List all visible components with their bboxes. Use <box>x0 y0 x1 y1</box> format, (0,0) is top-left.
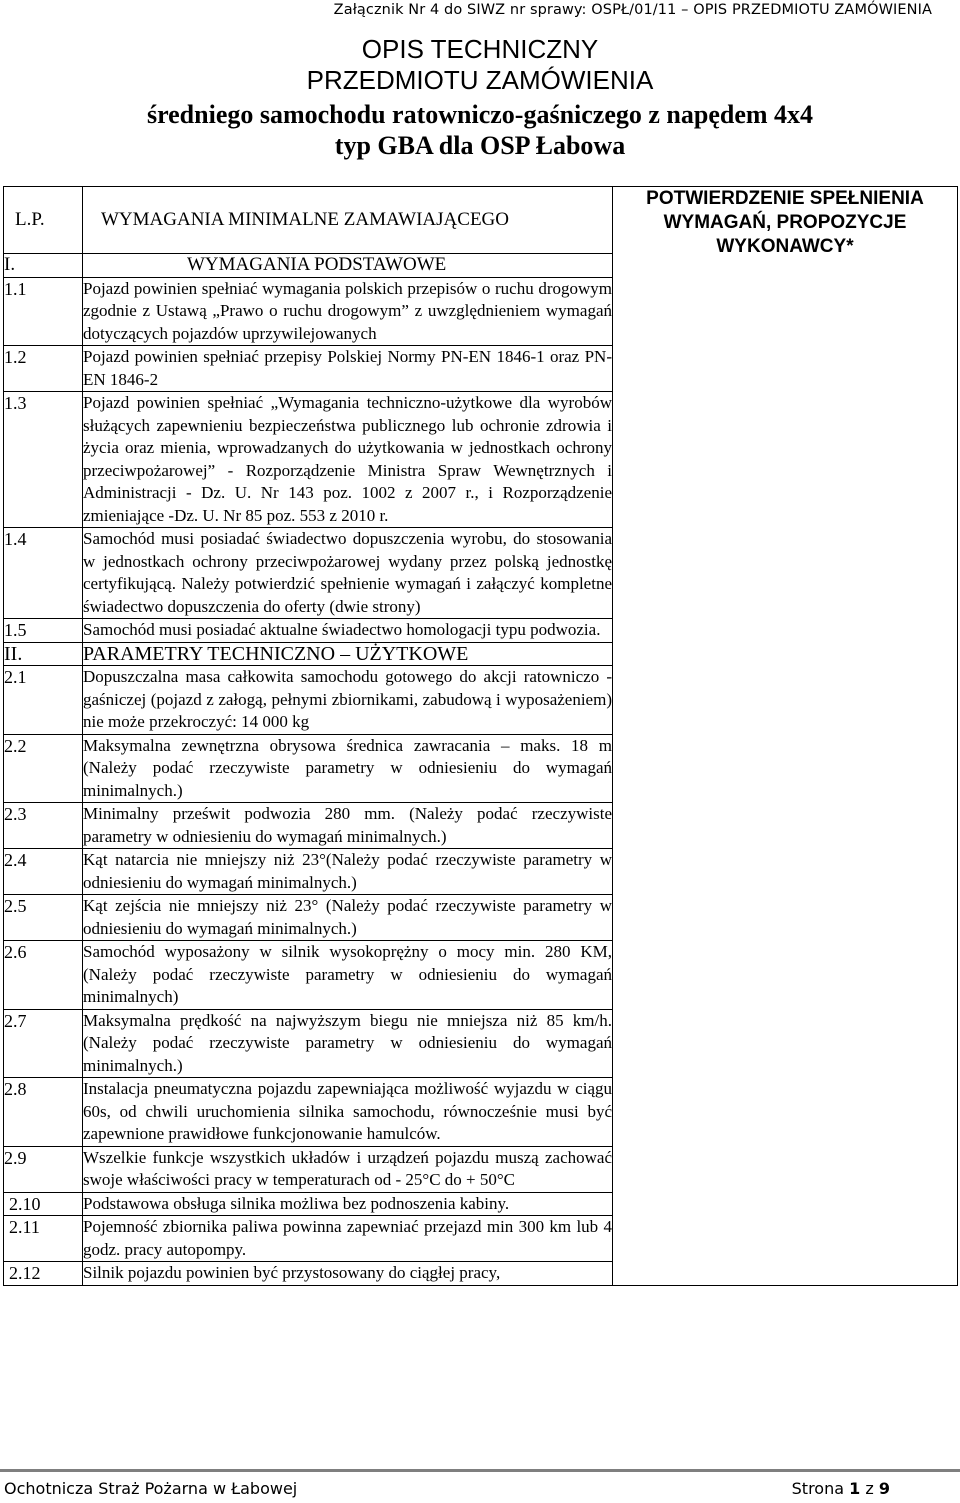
subtitle-line-2: typ GBA dla OSP Łabowa <box>334 131 626 160</box>
row-text: Dopuszczalna masa całkowita samochodu gotowego do akcji ratowniczo -gaśniczej (pojazd z załogą, pełnymi zbiornikami, zabudową i wyposażeniem) nie może przekroczyć: 14 000 kg <box>83 666 613 735</box>
header-lp: L.P. <box>4 187 83 254</box>
current-page: 1 <box>849 1479 861 1498</box>
row-text: Minimalny prześwit podwozia 280 mm. (Należy podać rzeczywiste parametry w odniesieniu do wymagań minimalnych.) <box>83 803 613 849</box>
row-text: Maksymalna zewnętrzna obrysowa średnica zawracania – maks. 18 m (Należy podać rzeczywiste parametry w odniesieniu do wymagań minimalnych.) <box>83 734 613 803</box>
row-number: 2.8 <box>4 1078 83 1147</box>
row-number: 2.1 <box>4 666 83 735</box>
row-number: 1.1 <box>4 277 83 346</box>
document-header: Załącznik Nr 4 do SIWZ nr sprawy: OSPŁ/01/11 – OPIS PRZEDMIOTU ZAMÓWIENIA <box>333 2 932 18</box>
total-pages: 9 <box>878 1479 890 1498</box>
row-number: 2.11 <box>4 1216 83 1262</box>
section-number: I. <box>4 254 83 278</box>
row-text: Silnik pojazdu powinien być przystosowany do ciągłej pracy, <box>83 1262 613 1286</box>
table-header-row <box>4 187 958 254</box>
row-number: 2.3 <box>4 803 83 849</box>
confirmation-label: POTWIERDZENIE SPEŁNIENIA WYMAGAŃ, PROPOZYCJE WYKONAWCY* <box>646 188 924 257</box>
document-title <box>0 34 960 96</box>
row-number: 2.12 <box>4 1262 83 1286</box>
row-text: Kąt zejścia nie mniejszy niż 23° (Należy podać rzeczywiste parametry w odniesieniu do wymagań minimalnych.) <box>83 895 613 941</box>
footer-organization: Ochotnicza Straż Pożarna w Łabowej <box>4 1479 298 1498</box>
page-label: Strona <box>791 1479 845 1498</box>
row-number: 1.4 <box>4 528 83 619</box>
row-number: 2.6 <box>4 941 83 1010</box>
document-subtitle <box>0 99 960 161</box>
row-number: 2.9 <box>4 1146 83 1192</box>
header-confirmation <box>613 187 958 1286</box>
title-line-1: OPIS TECHNICZNY <box>361 34 599 64</box>
row-text: Maksymalna prędkość na najwyższym biegu nie mniejsza niż 85 km/h. (Należy podać rzeczywiste parametry w odniesieniu do wymagań minimalnych.) <box>83 1009 613 1078</box>
row-text: Wszelkie funkcje wszystkich układów i urządzeń pojazdu muszą zachować swoje właściwości pracy w temperaturach od - 25°C do + 50°C <box>83 1146 613 1192</box>
row-text: Samochód musi posiadać aktualne świadectwo homologacji typu podwozia. <box>83 619 613 643</box>
section-title: WYMAGANIA PODSTAWOWE <box>83 254 613 278</box>
footer-divider <box>0 1469 960 1472</box>
row-text: Pojazd powinien spełniać przepisy Polskiej Normy PN-EN 1846-1 oraz PN-EN 1846-2 <box>83 346 613 392</box>
row-text: Kąt natarcia nie mniejszy niż 23°(Należy podać rzeczywiste parametry w odniesieniu do wymagań minimalnych.) <box>83 849 613 895</box>
title-line-2: PRZEDMIOTU ZAMÓWIENIA <box>306 65 654 95</box>
row-text: Samochód wyposażony w silnik wysokoprężny o mocy min. 280 KM, (Należy podać rzeczywiste parametry w odniesieniu do wymagań minimalnych) <box>83 941 613 1010</box>
row-number: 2.4 <box>4 849 83 895</box>
row-number: 2.10 <box>4 1192 83 1216</box>
row-text: Samochód musi posiadać świadectwo dopuszczenia wyrobu, do stosowania w jednostkach ochrony przeciwpożarowej wydany przez polską jednostkę certyfikującą. Należy potwierdzić spełnienie wymagań i załączyć kompletne świadectwo dopuszczenia do oferty (dwie strony) <box>83 528 613 619</box>
footer-page-number <box>792 1479 890 1498</box>
row-text: Pojazd powinien spełniać „Wymagania techniczno-użytkowe dla wyrobów służących zapewnieniu bezpieczeństwa publicznego lub ochronie zdrowia i życia oraz mienia, wprowadzanych do użytkowania w jednostkach ochrony przeciwpożarowej” - Rozporządzenie Ministra Spraw Wewnętrznych i Administracji - Dz. U. Nr 143 poz. 1002 z 2007 r., i Rozporządzenie zmieniające -Dz. U. Nr 85 poz. 553 z 2010 r. <box>83 392 613 528</box>
section-number: II. <box>4 642 83 666</box>
row-number: 1.5 <box>4 619 83 643</box>
row-number: 2.5 <box>4 895 83 941</box>
requirements-table <box>3 186 958 1286</box>
header-requirements: WYMAGANIA MINIMALNE ZAMAWIAJĄCEGO <box>83 187 613 254</box>
row-number: 1.3 <box>4 392 83 528</box>
row-text: Instalacja pneumatyczna pojazdu zapewniająca możliwość wyjazdu w ciągu 60s, od chwili uruchomienia silnika samochodu, równocześnie musi być zapewnione prawidłowe funkcjonowanie hamulców. <box>83 1078 613 1147</box>
row-text: Podstawowa obsługa silnika możliwa bez podnoszenia kabiny. <box>83 1192 613 1216</box>
row-number: 1.2 <box>4 346 83 392</box>
row-text: Pojemność zbiornika paliwa powinna zapewniać przejazd min 300 km lub 4 godz. pracy autopompy. <box>83 1216 613 1262</box>
row-number: 2.7 <box>4 1009 83 1078</box>
page-of: z <box>865 1479 874 1498</box>
subtitle-line-1: średniego samochodu ratowniczo-gaśniczego z napędem 4x4 <box>146 100 814 129</box>
row-number: 2.2 <box>4 734 83 803</box>
section-title: PARAMETRY TECHNICZNO – UŻYTKOWE <box>83 642 613 666</box>
row-text: Pojazd powinien spełniać wymagania polskich przepisów o ruchu drogowym zgodnie z Ustawą „Prawo o ruchu drogowym” z uwzględnieniem wymagań dotyczących pojazdów uprzywilejowanych <box>83 277 613 346</box>
